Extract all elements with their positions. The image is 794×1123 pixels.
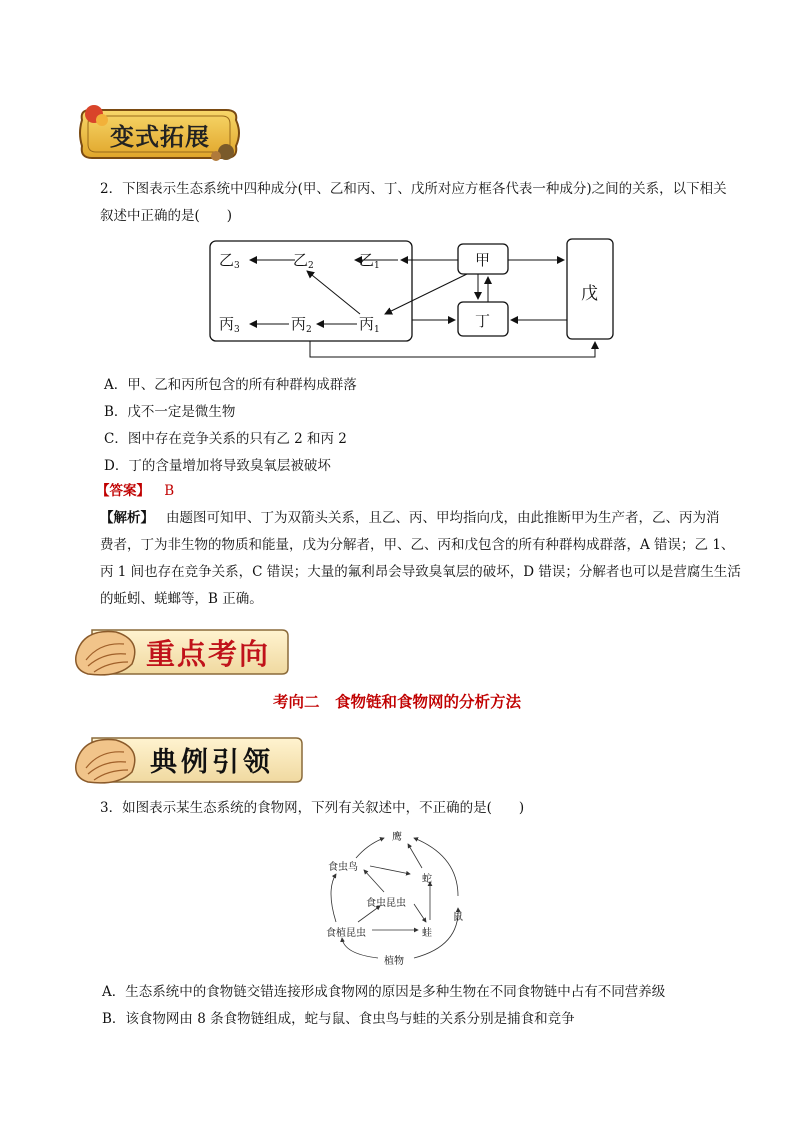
- web-node-plant: 植物: [384, 956, 404, 967]
- banner-title: 变式拓展: [110, 122, 210, 151]
- q2-option-d: D．丁的含量增加将导致臭氧层被破坏: [104, 458, 331, 474]
- ecosystem-components-diagram: [205, 236, 615, 362]
- section-banner-variation: [76, 100, 244, 166]
- node-jia: 甲: [475, 251, 491, 269]
- q3-option-b: B．该食物网由 8 条食物链组成，蛇与鼠、食虫鸟与蛙的关系分别是捕食和竞争: [102, 1011, 575, 1027]
- q3-option-a: A．生态系统中的食物链交错连接形成食物网的原因是多种生物在不同食物链中占有不同营养级: [102, 984, 666, 1000]
- web-node-insect-bird: 食虫鸟: [328, 862, 358, 873]
- diagram-lines: [205, 236, 615, 362]
- node-yi3: 乙$_3$: [219, 251, 240, 271]
- web-node-insect-eater: 食虫昆虫: [366, 898, 406, 909]
- q2-option-c: C．图中存在竞争关系的只有乙 2 和丙 2: [104, 431, 347, 447]
- question-2-stem-line1: 2．下图表示生态系统中四种成分(甲、乙和丙、丁、戊所对应方框各代表一种成分)之间的关系，以下相关: [100, 181, 727, 197]
- web-node-herb-insect: 食植昆虫: [326, 928, 366, 939]
- web-node-hawk: 鹰: [392, 832, 402, 843]
- q2-analysis-line3: 丙 1 间也存在竞争关系，C 错误；大量的氟利昂会导致臭氧层的破坏，D 错误；分解者也可以是营腐生生活: [100, 564, 741, 580]
- q2-answer: [96, 481, 174, 501]
- q2-analysis-line4: 的蚯蚓、蜣螂等，B 正确。: [100, 591, 263, 607]
- node-yi1: 乙$_1$: [359, 251, 380, 271]
- node-bing1: 丙$_1$: [359, 315, 380, 335]
- analysis-label: 【解析】: [100, 510, 154, 526]
- q2-option-b: B．戊不一定是微生物: [104, 404, 236, 420]
- node-yi2: 乙$_2$: [293, 251, 314, 271]
- node-bing3: 丙$_3$: [219, 315, 240, 335]
- answer-value: B: [164, 483, 175, 499]
- banner-title: 典例引领: [150, 747, 274, 778]
- section-banner-focus: [72, 620, 292, 682]
- web-node-mouse: 鼠: [453, 912, 463, 923]
- section-banner-example: [72, 728, 306, 790]
- node-wu: 戊: [581, 284, 598, 304]
- q2-analysis-line1: 【解析】 由题图可知甲、丁为双箭头关系，且乙、丙、甲均指向戊，由此推断甲为生产者，乙、丙为消: [100, 510, 720, 526]
- node-ding: 丁: [475, 312, 491, 330]
- answer-label: 【答案】: [96, 483, 150, 499]
- q2-option-a: A．甲、乙和丙所包含的所有种群构成群落: [104, 377, 357, 393]
- question-3-stem: 3．如图表示某生态系统的食物网，下列有关叙述中，不正确的是( ): [100, 800, 525, 816]
- question-2-stem-line2: 叙述中正确的是( ): [100, 208, 233, 224]
- section-title: 考向二 食物链和食物网的分析方法: [272, 692, 521, 711]
- q2-analysis-line2: 费者，丁为非生物的物质和能量，戊为分解者，甲、乙、丙和戊包含的所有种群构成群落，A 错误；乙 1、: [100, 537, 735, 553]
- food-web-diagram: [322, 826, 472, 968]
- node-bing2: 丙$_2$: [291, 315, 312, 335]
- web-node-snake: 蛇: [422, 874, 432, 885]
- web-node-frog: 蛙: [422, 928, 432, 939]
- banner-title: 重点考向: [146, 637, 271, 671]
